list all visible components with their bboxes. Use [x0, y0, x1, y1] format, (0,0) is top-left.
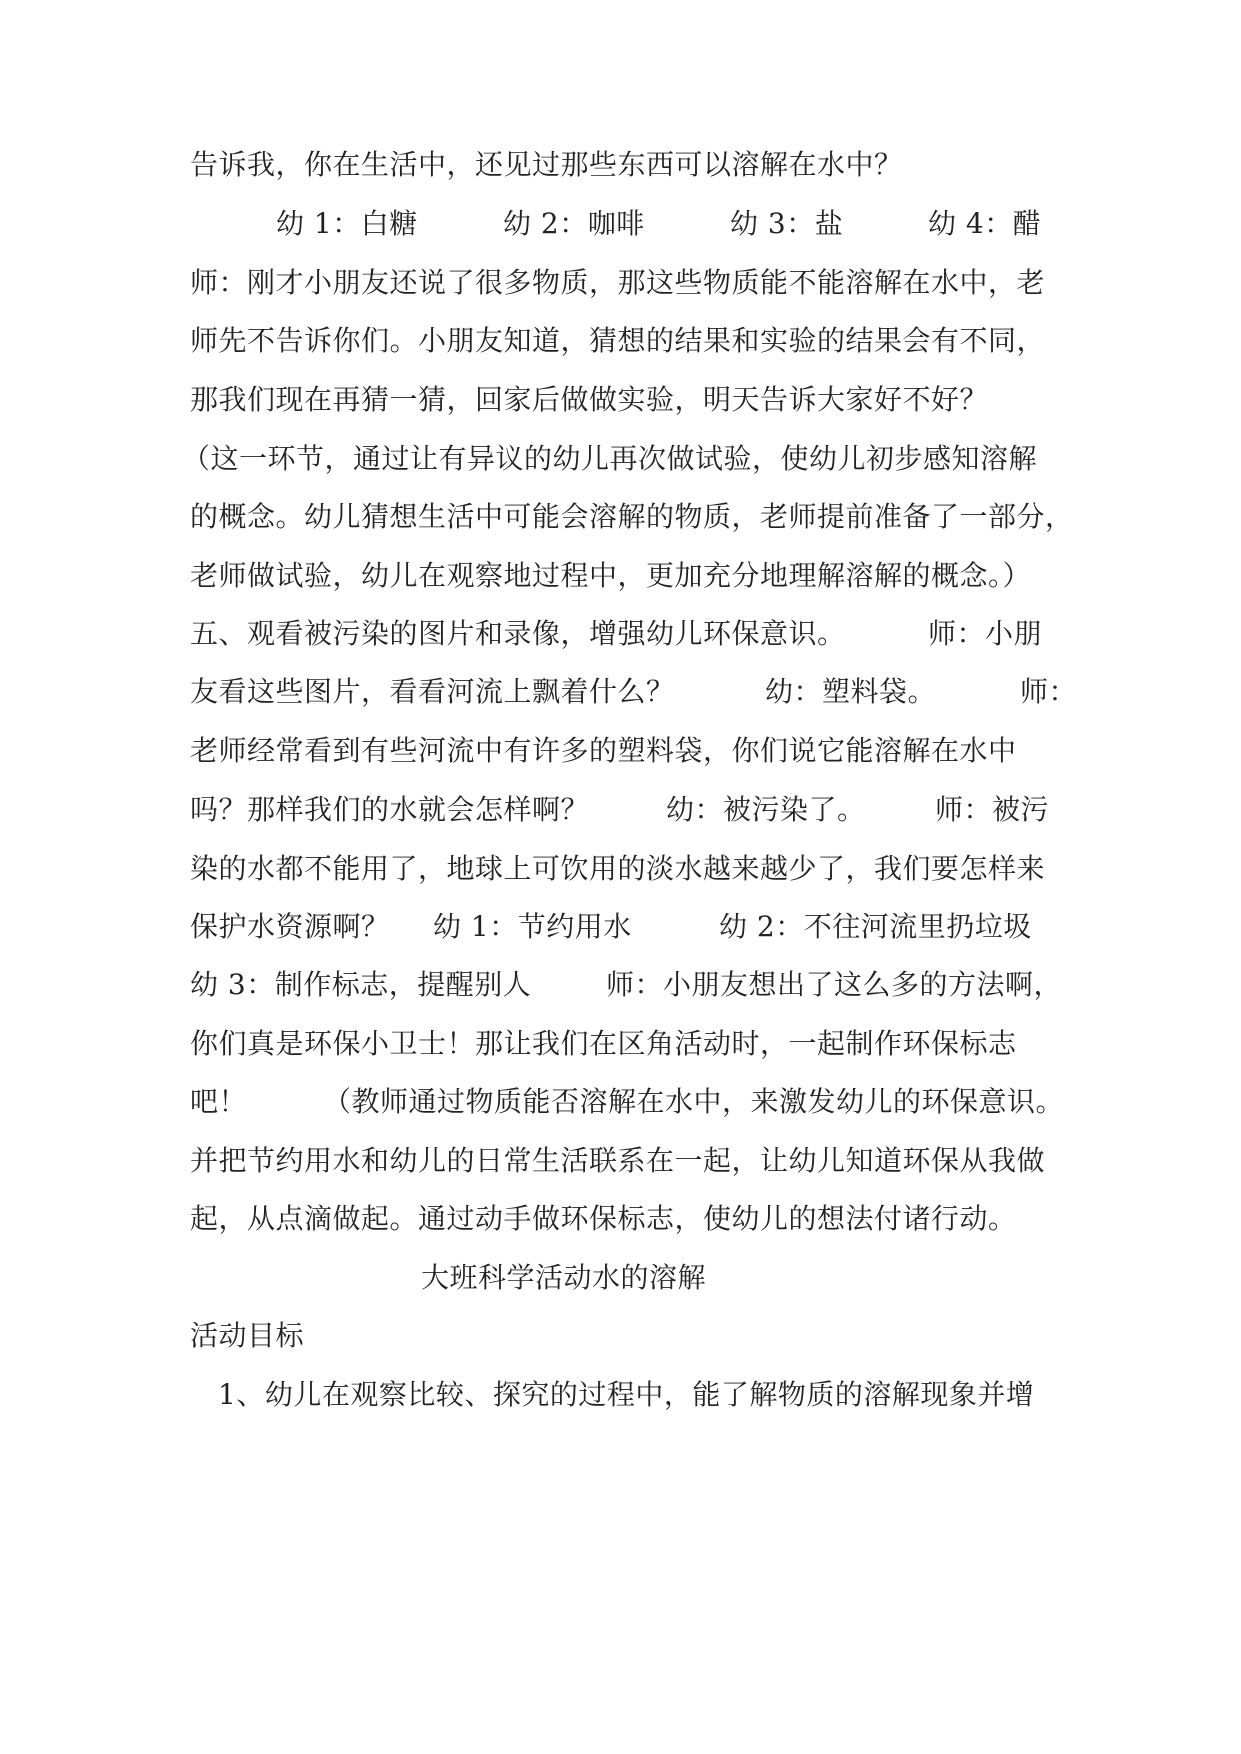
plastic-teacher: 师： [1020, 675, 1078, 708]
text-line-4: 师先不告诉你们。小朋友知道，猜想的结果和实验的结果会有不同， [190, 324, 1046, 357]
summary-line [0, 1082, 1241, 1122]
signs-answer: 幼 3：制作标志，提醒别人 [190, 968, 532, 1001]
text-line-3: 师：刚才小朋友还说了很多物质，那这些物质能不能溶解在水中，老 [190, 266, 1046, 299]
goal-item-1: 1、幼儿在观察比较、探究的过程中，能了解物质的溶解现象并增 [218, 1378, 1035, 1411]
signs-teacher: 师：小朋友想出了这么多的方法啊， [606, 968, 1063, 1001]
text-line-5: 那我们现在再猜一猜，回家后做做实验，明天告诉大家好不好？ [190, 383, 989, 416]
answer-4: 幼 4：醋 [928, 207, 1042, 240]
answer-1: 幼 1：白糖 [276, 207, 418, 240]
protect-answer-2: 幼 2：不往河流里扔垃圾 [719, 910, 1032, 943]
text-line-6: （这一环节，通过让有异议的幼儿再次做试验，使幼儿初步感知溶解 [182, 442, 1038, 475]
polluted-question: 吗？那样我们的水就会怎样啊？ [190, 793, 590, 826]
text-line-8: 老师做试验，幼儿在观察地过程中，更加充分地理解溶解的概念。） [190, 559, 1032, 592]
text-line-18: 并把节约用水和幼儿的日常生活联系在一起，让幼儿知道环保从我做 [190, 1144, 1046, 1177]
text-line-11: 老师经常看到有些河流中有许多的塑料袋，你们说它能溶解在水中 [190, 734, 1017, 767]
activity-goals-heading: 活动目标 [190, 1319, 305, 1352]
section-title: 大班科学活动水的溶解 [421, 1261, 707, 1294]
plastic-question: 友看这些图片，看看河流上飘着什么？ [190, 675, 675, 708]
text-line-1: 告诉我，你在生活中，还见过那些东西可以溶解在水中？ [190, 148, 903, 181]
protect-line [0, 907, 1241, 947]
plastic-answer: 幼：塑料袋。 [765, 675, 937, 708]
polluted-line [0, 790, 1241, 830]
polluted-answer: 幼：被污染了。 [666, 793, 866, 826]
protect-question: 保护水资源啊？ [190, 910, 390, 943]
plastic-line [0, 672, 1241, 712]
text-line-13: 染的水都不能用了，地球上可饮用的淡水越来越少了，我们要怎样来 [190, 852, 1046, 885]
section-5-line [0, 614, 1241, 654]
text-line-19: 起，从点滴做起。通过动手做环保标志，使幼儿的想法付诸行动。 [190, 1202, 1017, 1235]
text-line-7: 的概念。幼儿猜想生活中可能会溶解的物质，老师提前准备了一部分， [190, 500, 1074, 533]
summary-note: （教师通过物质能否溶解在水中，来激发幼儿的环保意识。 [323, 1085, 1065, 1118]
text-line-16: 你们真是环保小卫士！那让我们在区角活动时，一起制作环保标志 [190, 1027, 1017, 1060]
signs-line [0, 965, 1241, 1005]
summary-exclaim: 吧！ [190, 1085, 248, 1118]
polluted-teacher: 师：被污 [935, 793, 1050, 826]
protect-answer-1: 幼 1：节约用水 [433, 910, 632, 943]
answer-3: 幼 3：盐 [730, 207, 844, 240]
section-5-teacher: 师：小朋 [928, 617, 1043, 650]
answer-line [0, 204, 1241, 244]
section-5-heading: 五、观看被污染的图片和录像，增强幼儿环保意识。 [190, 617, 846, 650]
answer-2: 幼 2：咖啡 [503, 207, 645, 240]
